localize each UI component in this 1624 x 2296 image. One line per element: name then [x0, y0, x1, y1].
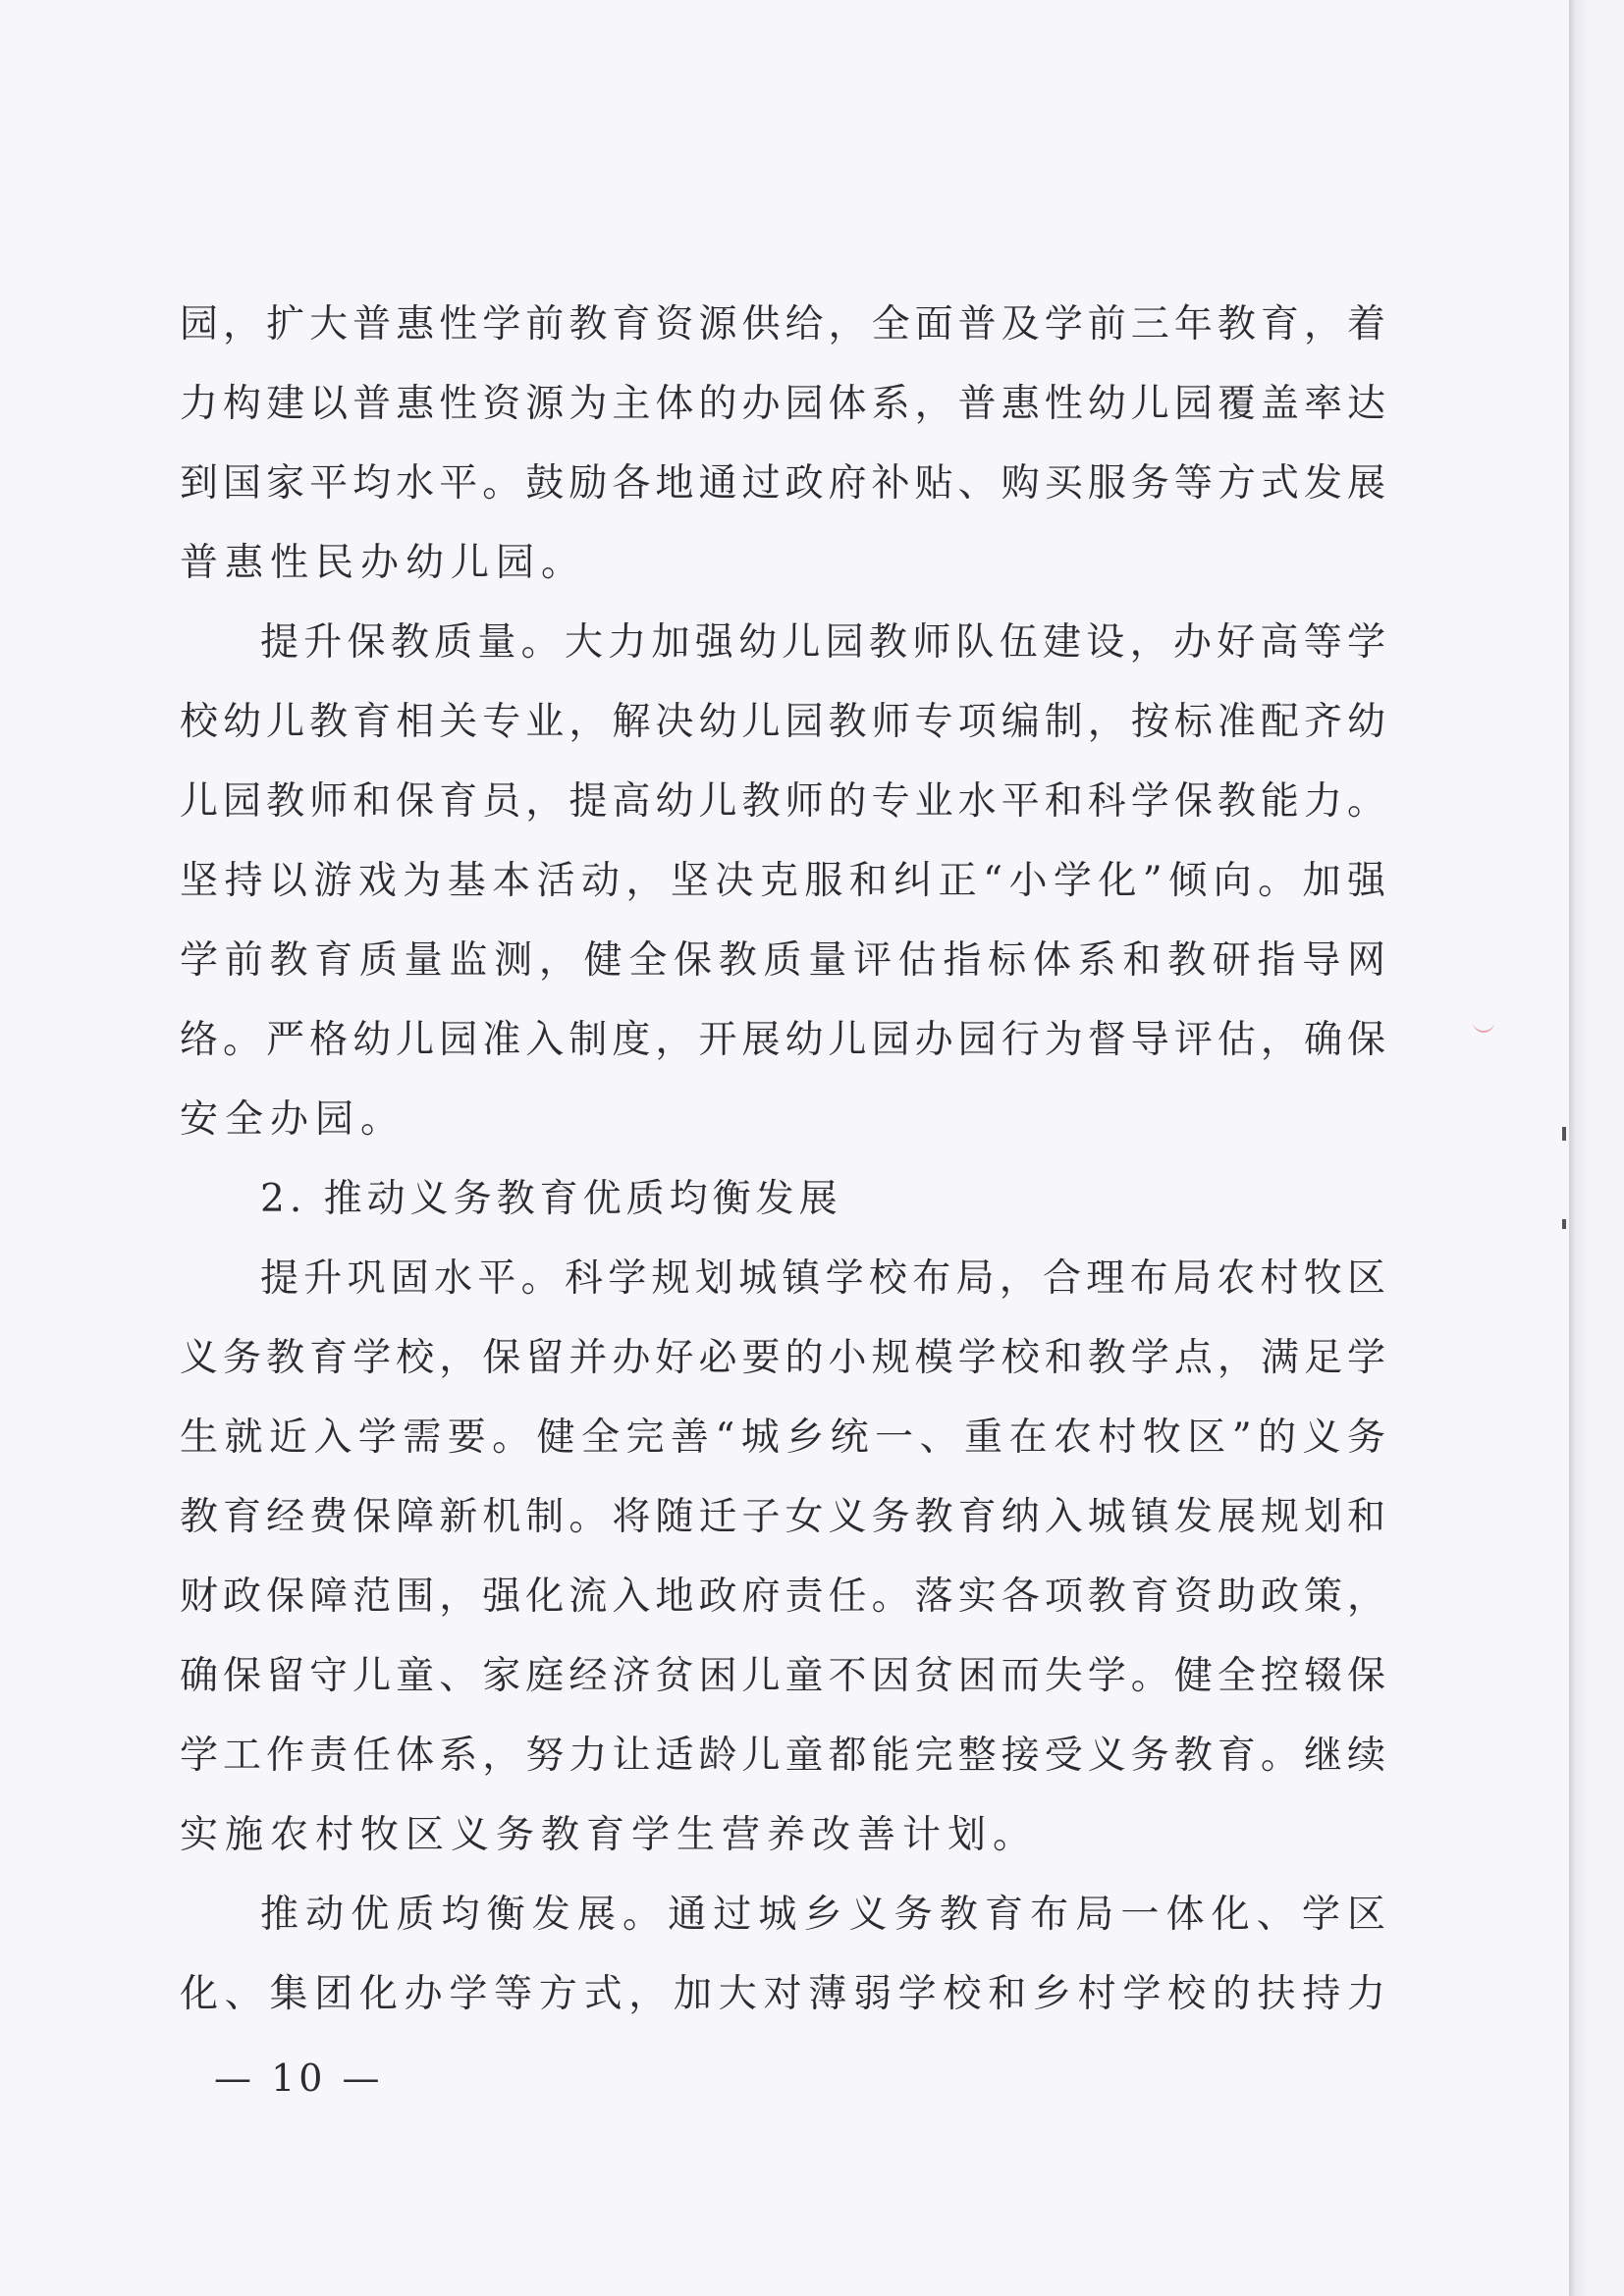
text-line: 安全办园。: [180, 1097, 406, 1142]
edge-mark: [1562, 1127, 1566, 1141]
text-line: 力构建以普惠性资源为主体的办园体系，普惠性幼儿园覆盖率达: [180, 382, 1385, 426]
text-line: 学工作责任体系，努力让适龄儿童都能完整接受义务教育。继续: [180, 1734, 1385, 1778]
text-line: 义务教育学校，保留并办好必要的小规模学校和教学点，满足学: [180, 1336, 1385, 1380]
section-heading: 2. 推动义务教育优质均衡发展: [260, 1177, 842, 1221]
edge-mark: [1562, 1219, 1566, 1229]
text-line: 化、集团化办学等方式，加大对薄弱学校和乡村学校的扶持力: [180, 1972, 1385, 2016]
text-line: 儿园教师和保育员，提高幼儿教师的专业水平和科学保教能力。: [180, 779, 1385, 824]
text-line: 推动优质均衡发展。通过城乡义务教育布局一体化、学区: [260, 1893, 1385, 1937]
page-number: — 10 —: [214, 2056, 384, 2100]
text-line: 普惠性民办幼儿园。: [180, 541, 587, 585]
pen-mark: [1473, 1021, 1494, 1033]
text-line: 财政保障范围，强化流入地政府责任。落实各项教育资助政策，: [180, 1575, 1385, 1619]
text-line: 教育经费保障新机制。将随迁子女义务教育纳入城镇发展规划和: [180, 1495, 1385, 1539]
text-line: 提升保教质量。大力加强幼儿园教师队伍建设，办好高等学: [260, 620, 1385, 665]
text-line: 园，扩大普惠性学前教育资源供给，全面普及学前三年教育，着: [180, 302, 1385, 347]
text-line: 坚持以游戏为基本活动，坚决克服和纠正“小学化”倾向。加强: [180, 859, 1385, 903]
text-line: 生就近入学需要。健全完善“城乡统一、重在农村牧区”的义务: [180, 1415, 1385, 1460]
text-line: 学前教育质量监测，健全保教质量评估指标体系和教研指导网: [180, 938, 1385, 983]
text-line: 提升巩固水平。科学规划城镇学校布局，合理布局农村牧区: [260, 1256, 1385, 1301]
body-text: [180, 285, 1385, 2034]
text-line: 实施农村牧区义务教育学生营养改善计划。: [180, 1813, 1039, 1857]
text-line: 到国家平均水平。鼓励各地通过政府补贴、购买服务等方式发展: [180, 461, 1385, 506]
page-edge: [1569, 0, 1624, 2296]
text-line: 络。严格幼儿园准入制度，开展幼儿园办园行为督导评估，确保: [180, 1018, 1385, 1062]
text-line: 校幼儿教育相关专业，解决幼儿园教师专项编制，按标准配齐幼: [180, 700, 1385, 744]
text-line: 确保留守儿童、家庭经济贫困儿童不因贫困而失学。健全控辍保: [180, 1654, 1385, 1698]
